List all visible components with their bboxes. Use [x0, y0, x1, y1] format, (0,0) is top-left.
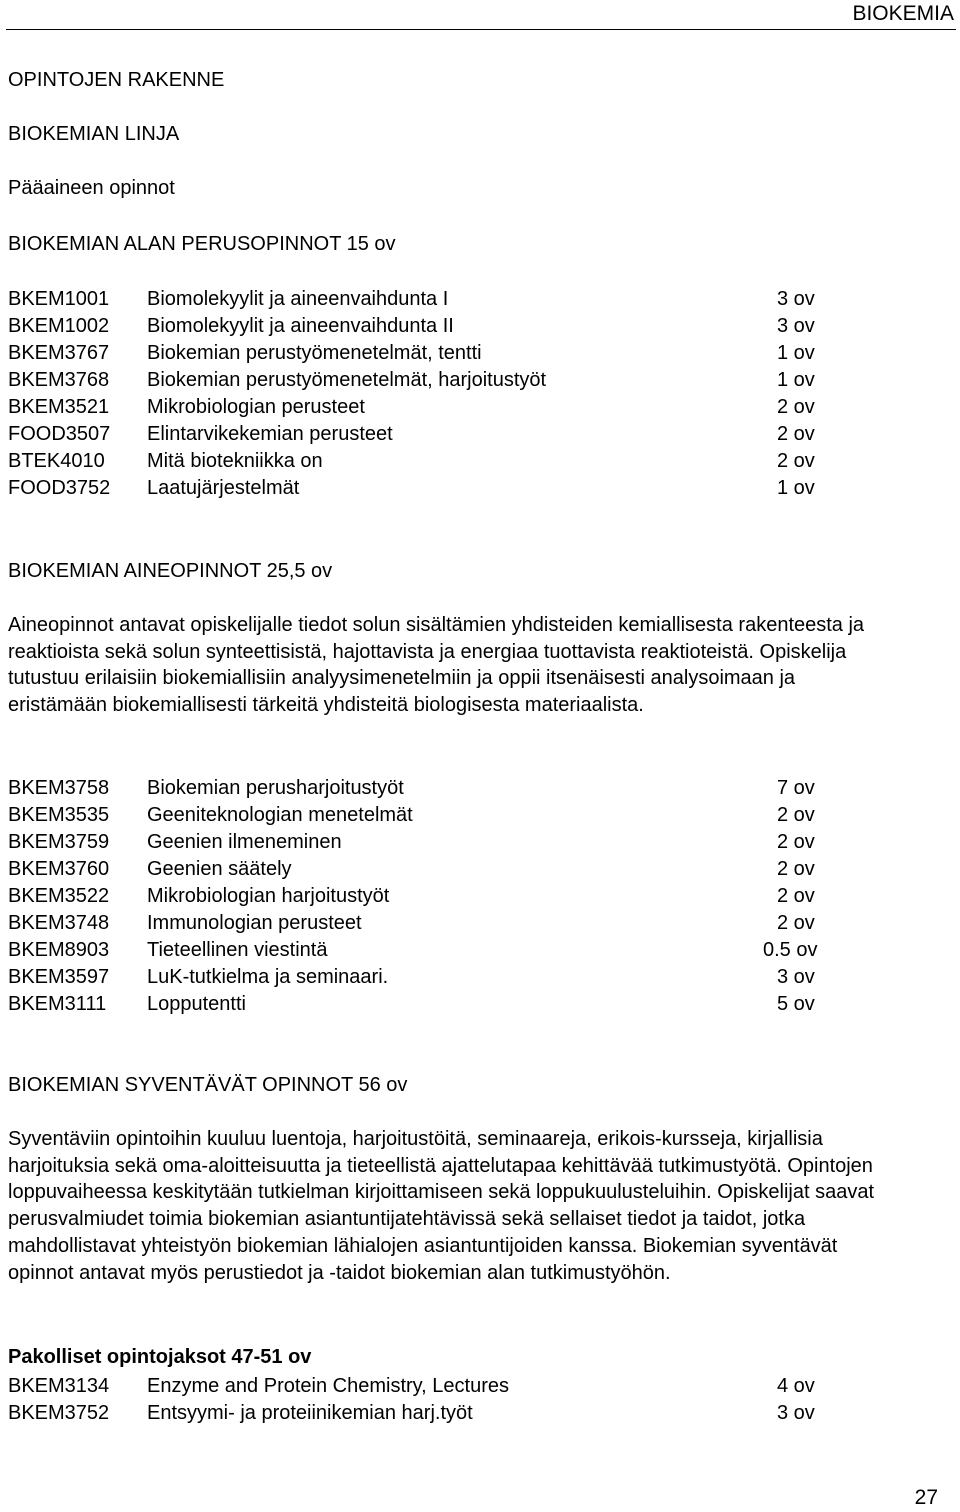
basic-studies-title: BIOKEMIAN ALAN PERUSOPINNOT 15 ov	[8, 233, 396, 255]
course-credits: 2 ov	[777, 912, 815, 934]
course-name: Mitä biotekniikka on	[147, 450, 323, 472]
course-code: FOOD3507	[8, 423, 111, 445]
course-credits: 7 ov	[777, 777, 815, 799]
course-code: BKEM3768	[8, 369, 110, 391]
course-code: FOOD3752	[8, 477, 111, 499]
course-name: Biomolekyylit ja aineenvaihdunta II	[147, 315, 454, 337]
course-code: BKEM8903	[8, 939, 110, 961]
course-name: Lopputentti	[147, 993, 246, 1015]
course-code: BKEM1001	[8, 288, 110, 310]
course-name: Elintarvikekemian perusteet	[147, 423, 393, 445]
course-name: Biokemian perusharjoitustyöt	[147, 777, 404, 799]
course-code: BKEM3759	[8, 831, 110, 853]
running-header-title: BIOKEMIA	[852, 2, 954, 25]
course-credits: 4 ov	[777, 1375, 815, 1397]
course-code: BKEM3748	[8, 912, 110, 934]
course-name: Geeniteknologian menetelmät	[147, 804, 413, 826]
mandatory-courses-heading: Pakolliset opintojaksot 47-51 ov	[8, 1346, 312, 1368]
course-name: LuK-tutkielma ja seminaari.	[147, 966, 389, 988]
course-code: BKEM3758	[8, 777, 110, 799]
course-code: BKEM3597	[8, 966, 110, 988]
course-credits: 3 ov	[777, 315, 815, 337]
course-credits: 3 ov	[777, 1402, 815, 1424]
course-credits: 2 ov	[777, 858, 815, 880]
course-code: BKEM3760	[8, 858, 110, 880]
course-credits: 1 ov	[777, 342, 815, 364]
course-name: Geenien säätely	[147, 858, 292, 880]
course-credits: 2 ov	[777, 885, 815, 907]
course-code: BKEM3522	[8, 885, 110, 907]
course-credits: 2 ov	[777, 423, 815, 445]
course-credits: 5 ov	[777, 993, 815, 1015]
course-name: Geenien ilmeneminen	[147, 831, 342, 853]
course-code: BKEM1002	[8, 315, 110, 337]
intermediate-description: Aineopinnot antavat opiskelijalle tiedot solun sisältämien yhdisteiden kemiallisesta rakenteesta ja reaktioista sekä solun synteettisistä, hajottavista ja energiaa tuottavista reaktioteistä. Opiskelija tutustuu erilaisiin biokemiallisiin analyysimenetelmiin ja oppii itsenäisesti analysoimaan ja eristämään biokemiallisesti tärkeitä yhdisteitä biologisesta materiaalista.	[8, 614, 865, 717]
course-credits: 2 ov	[777, 450, 815, 472]
course-code: BKEM3521	[8, 396, 110, 418]
course-name: Mikrobiologian harjoitustyöt	[147, 885, 390, 907]
course-code: BKEM3134	[8, 1375, 110, 1397]
course-name: Biokemian perustyömenetelmät, tentti	[147, 342, 482, 364]
course-name: Enzyme and Protein Chemistry, Lectures	[147, 1375, 510, 1397]
course-name: Tieteellinen viestintä	[147, 939, 328, 961]
course-credits: 3 ov	[777, 288, 815, 310]
major-heading: Pääaineen opinnot	[8, 177, 175, 199]
course-credits: 1 ov	[777, 369, 815, 391]
course-name: Mikrobiologian perusteet	[147, 396, 365, 418]
page-number: 27	[914, 1486, 938, 1509]
course-credits: 0.5 ov	[763, 939, 818, 961]
course-code: BKEM3111	[8, 993, 107, 1015]
course-credits: 2 ov	[777, 831, 815, 853]
advanced-description: Syventäviin opintoihin kuuluu luentoja, harjoitustöitä, seminaareja, erikois-kursseja, kirjallisia harjoituksia sekä oma-aloitteisuutta ja tieteellistä ajattelutapaa kehittävää tutkimustyötä. Opintojen loppuvaiheessa keskitytään tutkielman kirjoittamiseen sekä loppukuulusteluihin. Opiskelijat saavat perusvalmiudet toimia biokemian asiantuntijatehtävissä sekä sellaiset tiedot ja taidot, jotka mahdollistavat yhteistyön biokemian lähialojen asiantuntijoiden kanssa. Biokemian syventävät opinnot antavat myös perustiedot ja -taidot biokemian alan tutkimustyöhön.	[8, 1128, 875, 1284]
intermediate-studies-title: BIOKEMIAN AINEOPINNOT 25,5 ov	[8, 560, 333, 582]
course-credits: 2 ov	[777, 396, 815, 418]
course-code: BKEM3752	[8, 1402, 110, 1424]
course-credits: 3 ov	[777, 966, 815, 988]
course-code: BTEK4010	[8, 450, 105, 472]
header-rule	[6, 29, 956, 30]
course-name: Immunologian perusteet	[147, 912, 362, 934]
course-credits: 1 ov	[777, 477, 815, 499]
line-heading: BIOKEMIAN LINJA	[8, 123, 180, 145]
course-name: Biokemian perustyömenetelmät, harjoitustyöt	[147, 369, 547, 391]
course-code: BKEM3767	[8, 342, 110, 364]
course-code: BKEM3535	[8, 804, 110, 826]
course-name: Biomolekyylit ja aineenvaihdunta I	[147, 288, 449, 310]
course-credits: 2 ov	[777, 804, 815, 826]
course-name: Entsyymi- ja proteiinikemian harj.työt	[147, 1402, 473, 1424]
advanced-studies-title: BIOKEMIAN SYVENTÄVÄT OPINNOT 56 ov	[8, 1074, 408, 1096]
structure-heading: OPINTOJEN RAKENNE	[8, 69, 225, 91]
course-name: Laatujärjestelmät	[147, 477, 300, 499]
